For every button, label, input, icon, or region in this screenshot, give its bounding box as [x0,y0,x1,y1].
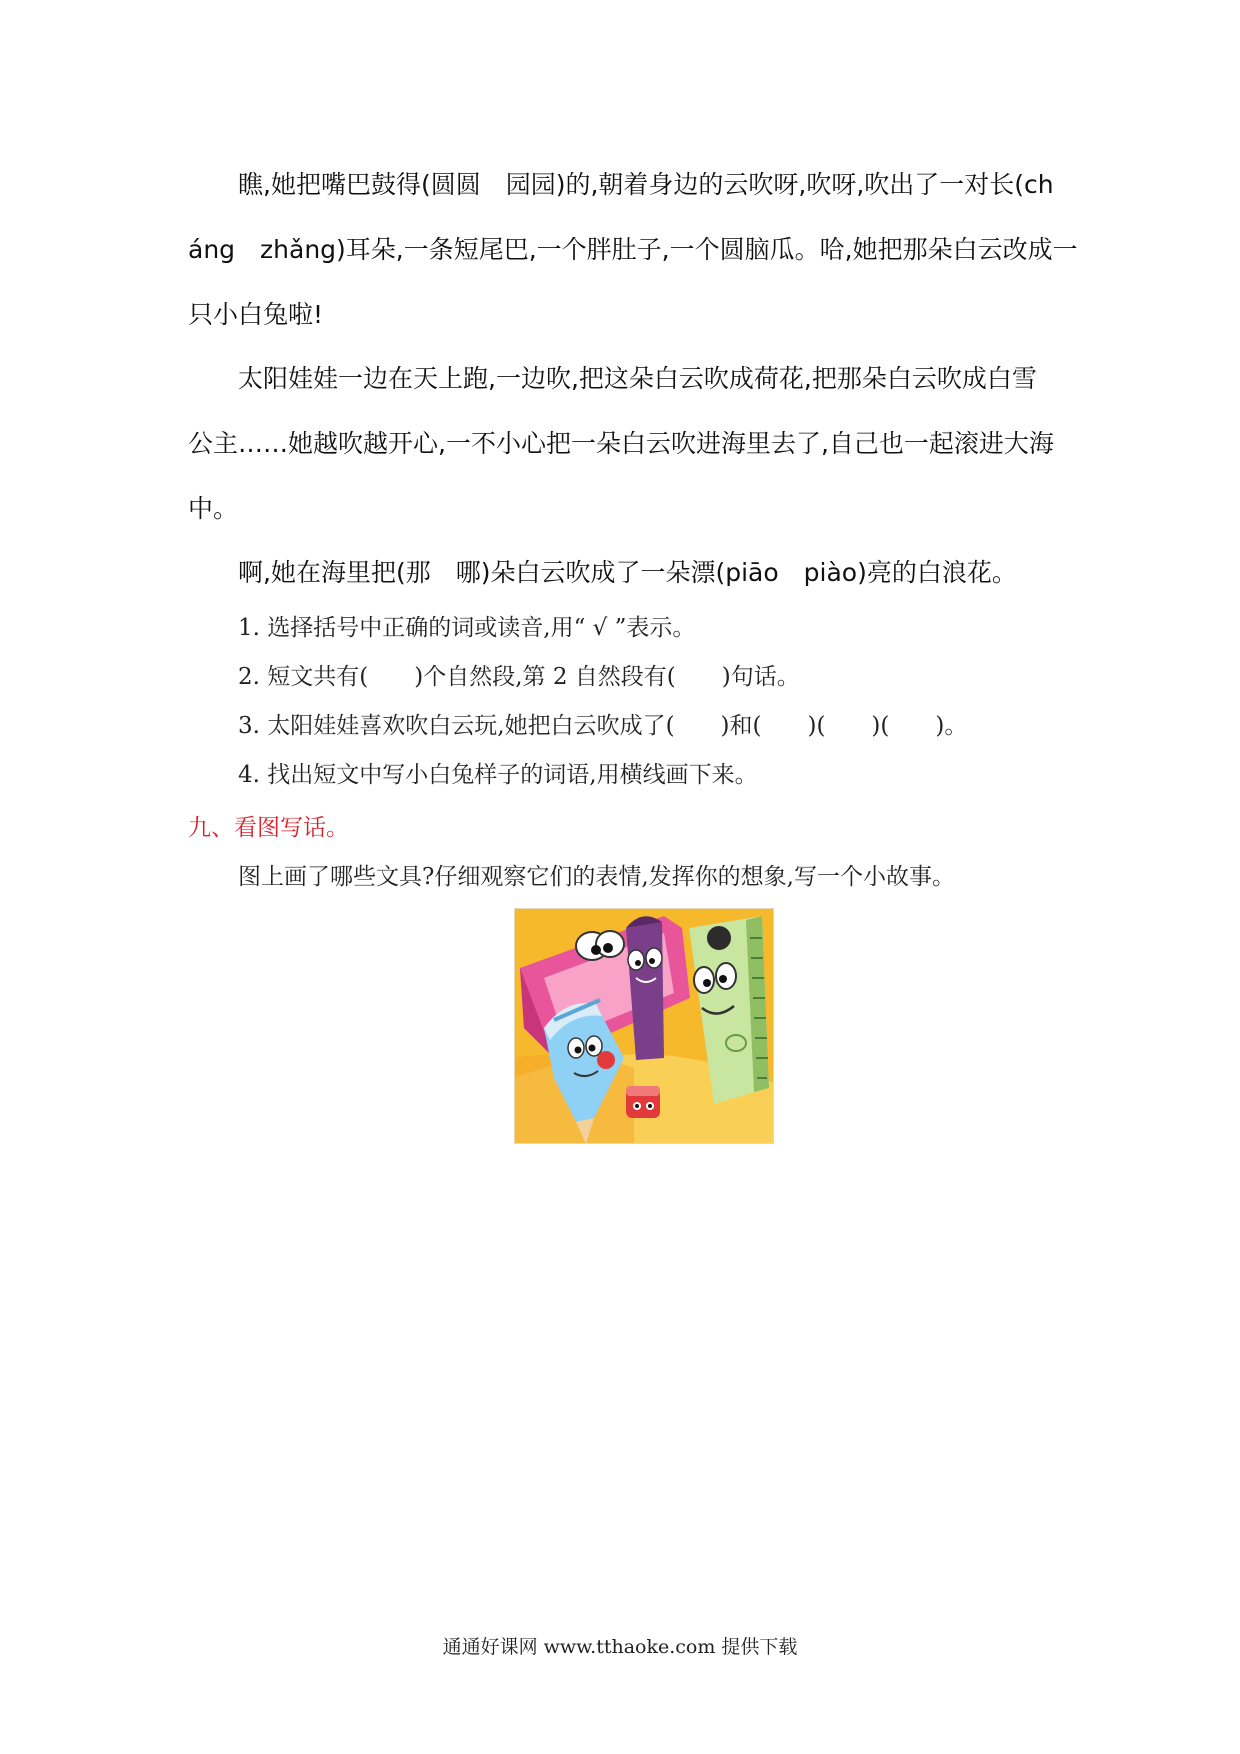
question-3: 3. 太阳娃娃喜欢吹白云玩,她把白云吹成了( )和( )( )( )。 [238,713,968,739]
passage-line: 太阳娃娃一边在天上跑,一边吹,把这朵白云吹成荷花,把那朵白云吹成白雪 [238,364,1037,393]
passage-line: 公主……她越吹越开心,一不小心把一朵白云吹进海里去了,自己也一起滚进大海 [188,429,1054,458]
passage-line: áng zhǎng)耳朵,一条短尾巴,一个胖肚子,一个圆脑瓜。哈,她把那朵白云改成一 [188,235,1078,264]
section-9-heading: 九、看图写话。 [188,815,349,841]
question-2: 2. 短文共有( )个自然段,第 2 自然段有( )句话。 [238,664,800,690]
question-1: 1. 选择括号中正确的词或读音,用“ √ ”表示。 [238,615,696,641]
passage-line: 中。 [188,494,239,523]
passage-line: 瞧,她把嘴巴鼓得(圆圆 园园)的,朝着身边的云吹呀,吹呀,吹出了一对长(ch [238,170,1054,199]
passage-paragraph-2 [188,346,1068,541]
passage-line: 只小白兔啦! [188,300,324,329]
passage-line: 啊,她在海里把(那 哪)朵白云吹成了一朵漂(piāo piào)亮的白浪花。 [238,558,1017,587]
question-4: 4. 找出短文中写小白兔样子的词语,用横线画下来。 [238,762,758,788]
footer-credit: 通通好课网 www.tthaoke.com 提供下载 [442,1636,798,1658]
section-9-prompt: 图上画了哪些文具?仔细观察它们的表情,发挥你的想象,写一个小故事。 [238,864,955,890]
stationery-cartoon-illustration-icon [514,908,774,1144]
passage-paragraph-1 [188,152,1078,347]
passage-paragraph-3 [188,540,1068,605]
stationery-cartoon-picture [514,908,774,1144]
